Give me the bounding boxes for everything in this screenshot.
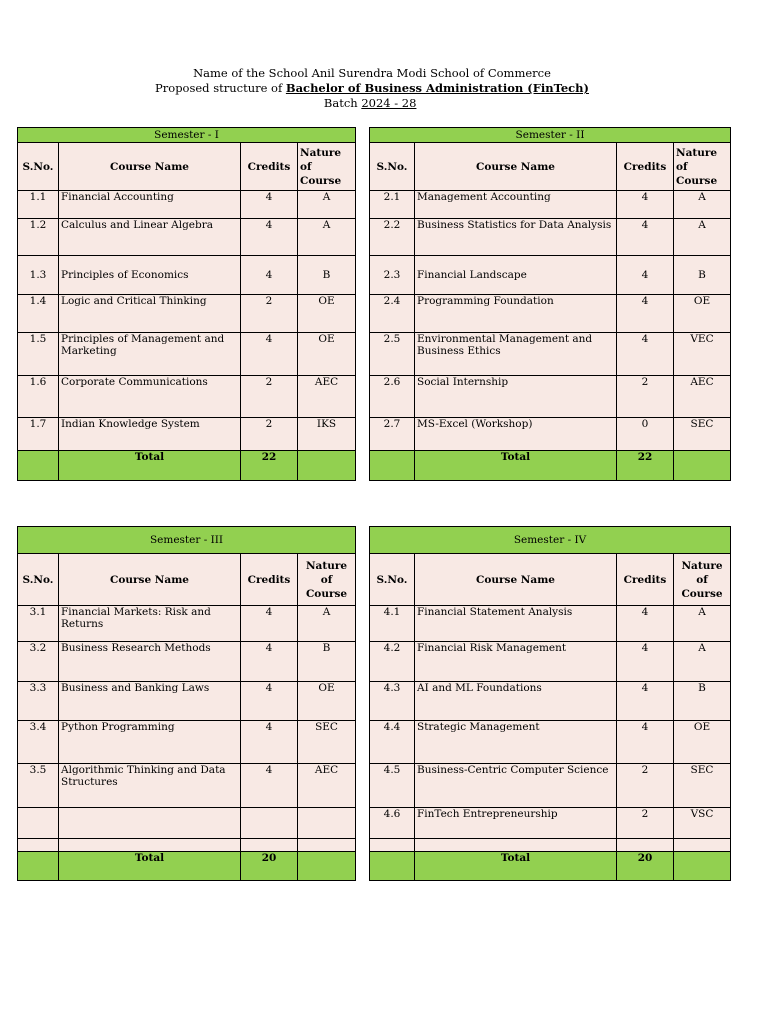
table-row: 4.1 Financial Statement Analysis 4 A [370, 606, 731, 642]
table-row: 2.7 MS-Excel (Workshop) 0 SEC [370, 418, 731, 451]
batch-line: Batch 2024 - 28 [323, 96, 417, 110]
col-course: Course Name [59, 554, 241, 606]
table-row: 1.1 Financial Accounting 4 A [18, 191, 356, 219]
col-sno: S.No. [370, 143, 415, 191]
col-nature: Nature of Course [674, 143, 731, 191]
col-credits: Credits [617, 143, 674, 191]
program-name: Bachelor of Business Administration (FinTech) [285, 81, 589, 95]
total-row [18, 451, 356, 481]
table-row: 1.6 Corporate Communications 2 AEC [18, 376, 356, 418]
table-row: 4.4 Strategic Management 4 OE [370, 721, 731, 764]
col-credits: Credits [241, 554, 298, 606]
table-row: 3.2 Business Research Methods 4 B [18, 642, 356, 682]
semester-title: Semester - IV [370, 527, 731, 554]
col-course: Course Name [415, 143, 617, 191]
col-sno: S.No. [18, 554, 59, 606]
semester-title: Semester - II [370, 128, 731, 143]
total-credits: 22 [617, 451, 674, 481]
semester-2-table [369, 127, 731, 481]
total-row [370, 451, 731, 481]
total-credits: 22 [241, 451, 298, 481]
table-row: 2.6 Social Internship 2 AEC [370, 376, 731, 418]
table-row: 2.2 Business Statistics for Data Analysis 4 A [370, 219, 731, 256]
col-nature: Nature of Course [674, 554, 731, 606]
table-row: 2.4 Programming Foundation 4 OE [370, 295, 731, 333]
col-course: Course Name [415, 554, 617, 606]
total-label: Total [59, 852, 241, 881]
semester-3-table [17, 526, 356, 881]
total-label: Total [59, 451, 241, 481]
table-row: 3.3 Business and Banking Laws 4 OE [18, 682, 356, 721]
col-sno: S.No. [18, 143, 59, 191]
table-row: 1.2 Calculus and Linear Algebra 4 A [18, 219, 356, 256]
total-label: Total [415, 451, 617, 481]
semester-title: Semester - III [18, 527, 356, 554]
table-row [18, 839, 356, 852]
table-row: 2.1 Management Accounting 4 A [370, 191, 731, 219]
col-credits: Credits [241, 143, 298, 191]
table-row: 3.5 Algorithmic Thinking and Data Structures 4 AEC [18, 764, 356, 808]
semester-4-table [369, 526, 731, 881]
table-row: 4.2 Financial Risk Management 4 A [370, 642, 731, 682]
table-row: 1.7 Indian Knowledge System 2 IKS [18, 418, 356, 451]
table-row: 2.3 Financial Landscape 4 B [370, 256, 731, 295]
table-row [370, 839, 731, 852]
col-course: Course Name [59, 143, 241, 191]
semester-1-table [17, 127, 356, 481]
table-row: 2.5 Environmental Management and Business Ethics 4 VEC [370, 333, 731, 376]
table-row: 4.5 Business-Centric Computer Science 2 SEC [370, 764, 731, 808]
table-row: 3.4 Python Programming 4 SEC [18, 721, 356, 764]
col-nature: Nature of Course [298, 143, 356, 191]
document-header [0, 66, 744, 111]
semester-title: Semester - I [18, 128, 356, 143]
table-row [18, 808, 356, 839]
total-label: Total [415, 852, 617, 881]
batch-years: 2024 - 28 [361, 96, 417, 110]
total-row [370, 852, 731, 881]
school-name: Name of the School Anil Surendra Modi School of Commerce [193, 66, 551, 80]
table-row: 1.5 Principles of Management and Marketing 4 OE [18, 333, 356, 376]
table-row: 3.1 Financial Markets: Risk and Returns 4 A [18, 606, 356, 642]
table-row: 4.3 AI and ML Foundations 4 B [370, 682, 731, 721]
col-sno: S.No. [370, 554, 415, 606]
col-credits: Credits [617, 554, 674, 606]
table-row: 1.3 Principles of Economics 4 B [18, 256, 356, 295]
total-row [18, 852, 356, 881]
total-credits: 20 [241, 852, 298, 881]
table-row: 1.4 Logic and Critical Thinking 2 OE [18, 295, 356, 333]
col-nature: Nature of Course [298, 554, 356, 606]
total-credits: 20 [617, 852, 674, 881]
table-row: 4.6 FinTech Entrepreneurship 2 VSC [370, 808, 731, 839]
program-line: Proposed structure of Bachelor of Business Administration (FinTech) [155, 81, 589, 95]
